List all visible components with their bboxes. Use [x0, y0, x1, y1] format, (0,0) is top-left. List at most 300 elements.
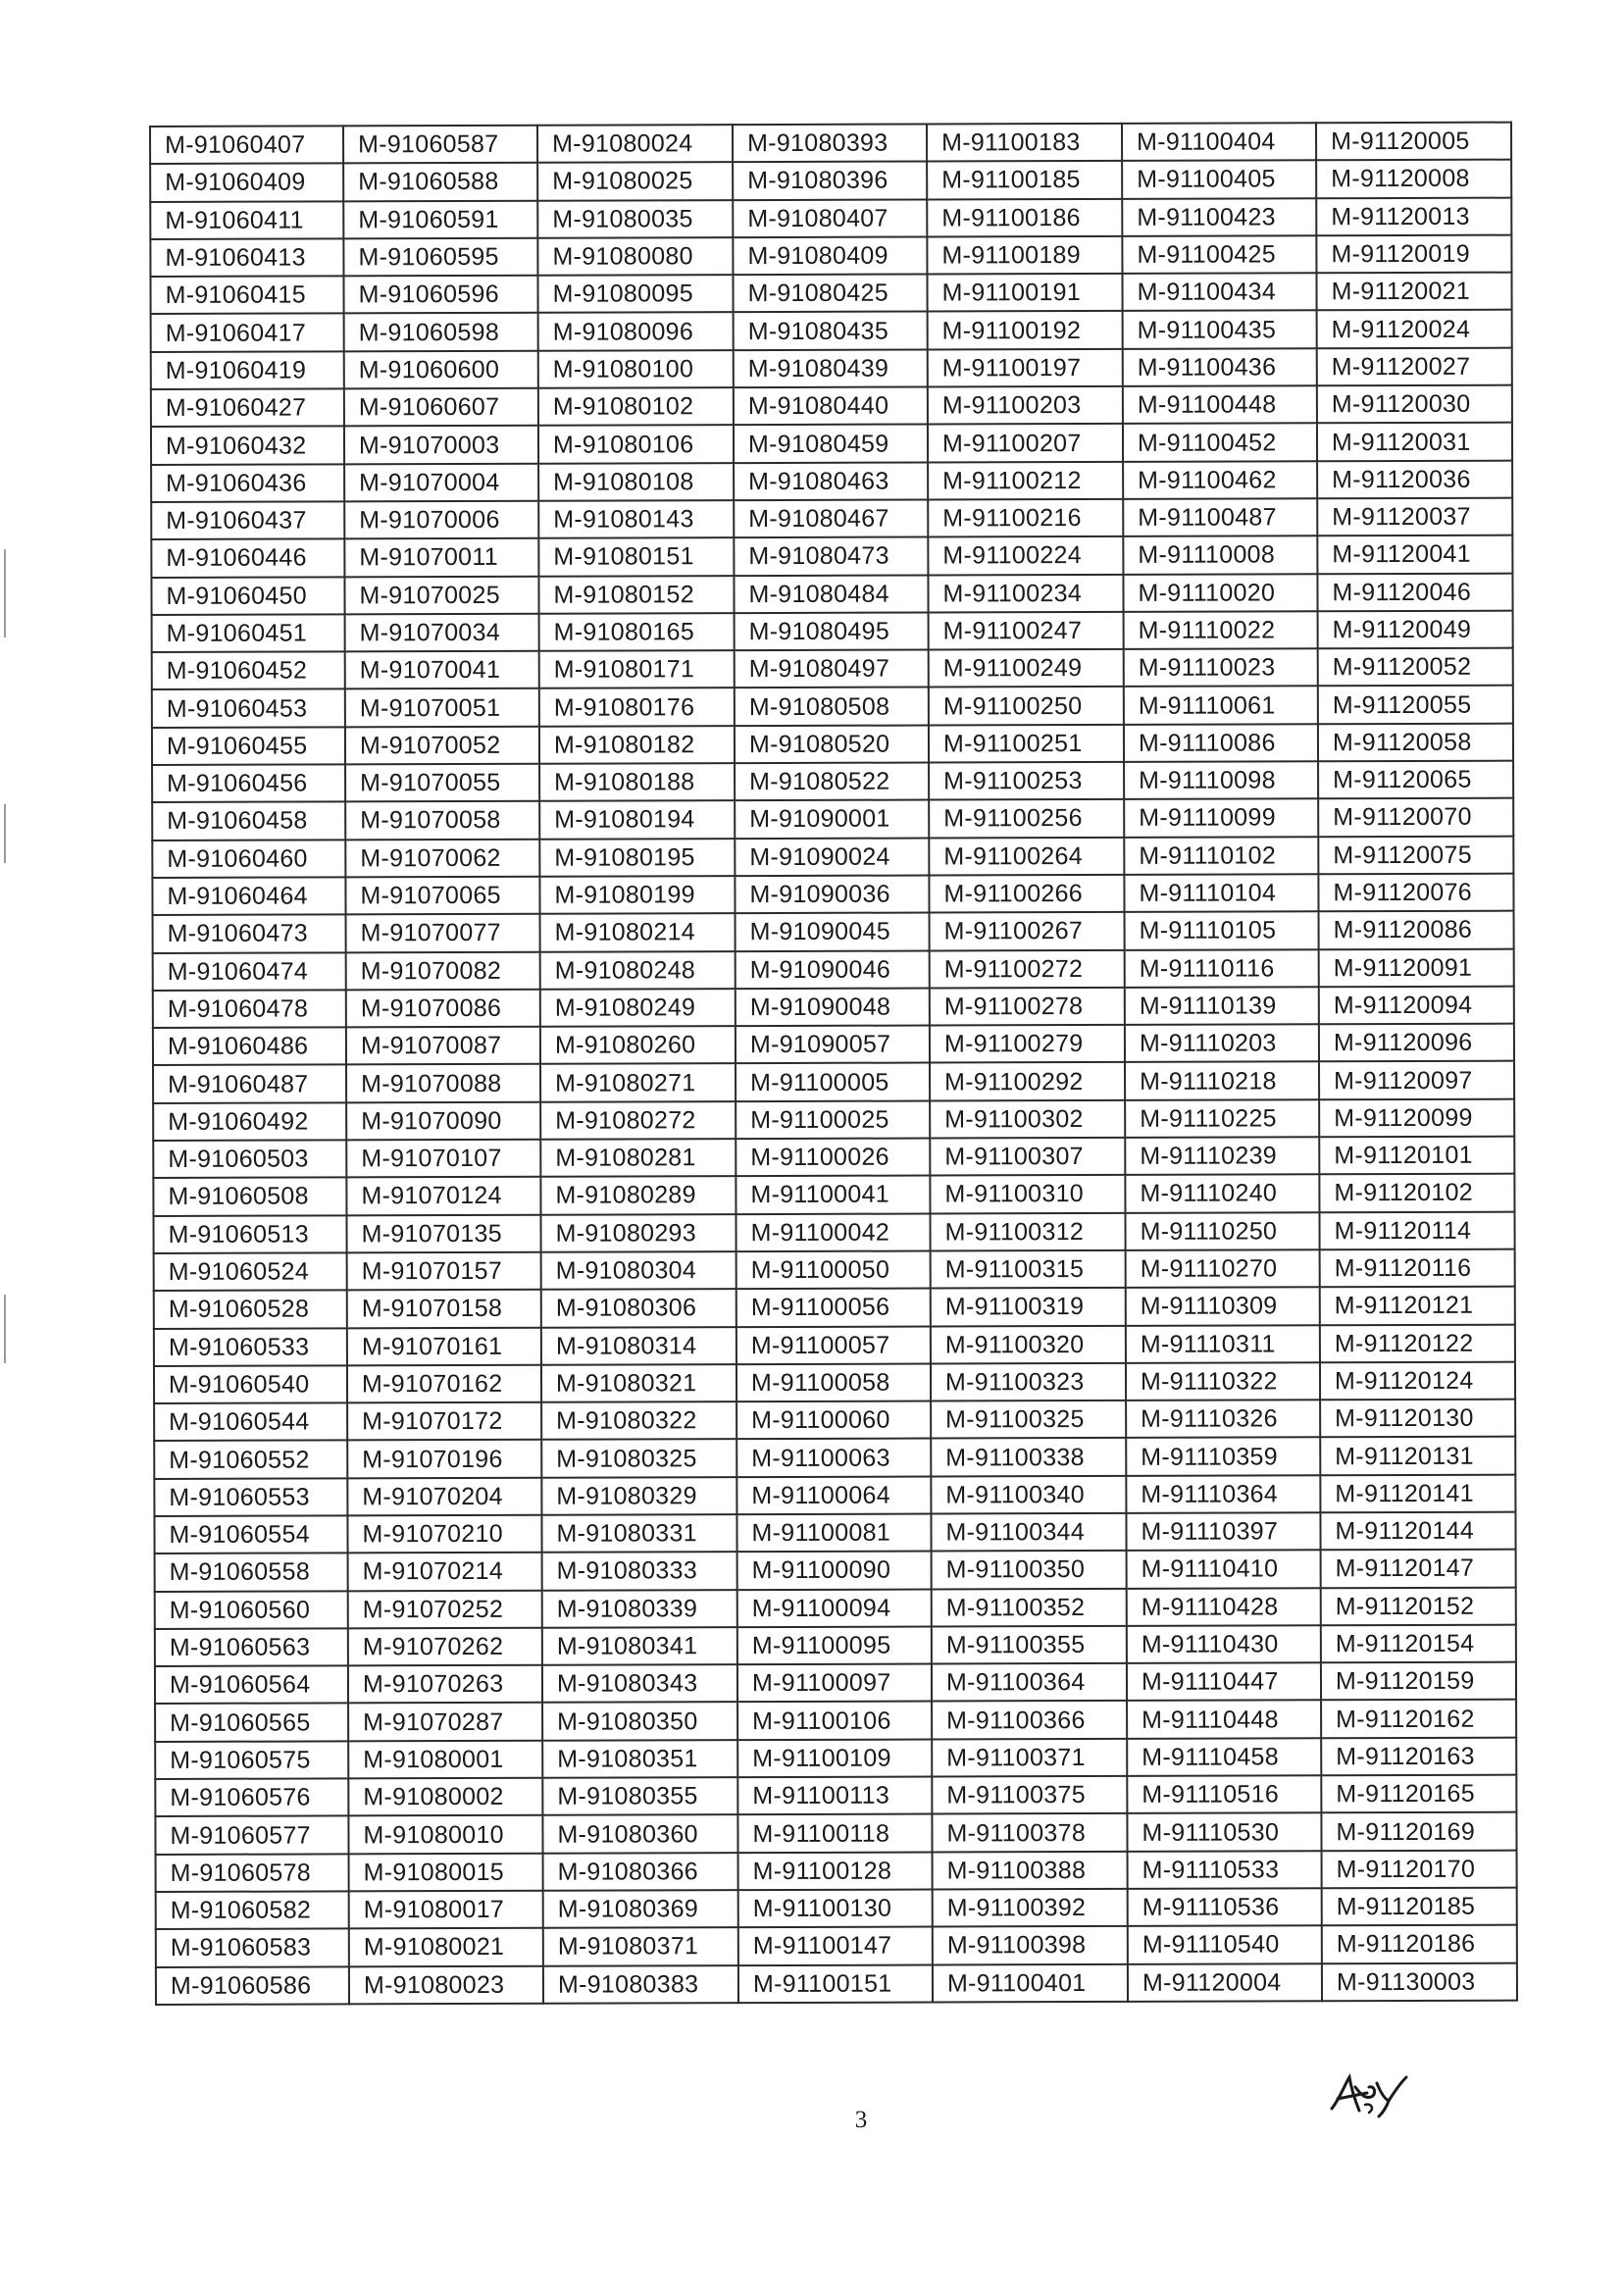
- table-cell: M-91100081: [736, 1513, 931, 1552]
- table-cell: M-91110428: [1127, 1588, 1321, 1626]
- table-cell: M-91100366: [932, 1701, 1127, 1739]
- table-cell: M-91080199: [539, 876, 735, 914]
- table-cell: M-91100272: [930, 949, 1125, 988]
- table-cell: M-91080508: [735, 688, 929, 726]
- table-cell: M-91100423: [1122, 198, 1316, 236]
- table-cell: M-91060595: [343, 238, 537, 277]
- table-cell: M-91080152: [538, 576, 734, 614]
- table-cell: M-91070263: [348, 1665, 542, 1704]
- table-cell: M-91070158: [347, 1290, 541, 1328]
- table-cell: M-91110533: [1128, 1851, 1322, 1889]
- table-cell: M-91080015: [349, 1853, 543, 1891]
- table-cell: M-91080182: [539, 726, 735, 764]
- table-cell: M-91110022: [1124, 611, 1318, 649]
- signature-initials-icon: [1326, 2069, 1416, 2122]
- table-row: [151, 573, 1512, 615]
- table-cell: M-91080171: [539, 650, 735, 688]
- table-cell: M-91070135: [346, 1214, 540, 1252]
- table-cell: M-91110458: [1127, 1738, 1321, 1776]
- table-row: [153, 1137, 1514, 1179]
- table-cell: M-91120116: [1320, 1249, 1515, 1288]
- table-cell: M-91060583: [156, 1929, 349, 1967]
- table-cell: M-91080195: [539, 839, 735, 877]
- table-row: [152, 798, 1513, 841]
- table-row: [151, 460, 1512, 502]
- table-cell: M-91060600: [344, 351, 538, 389]
- table-cell: M-91100094: [737, 1589, 932, 1627]
- table-cell: M-91080325: [541, 1440, 736, 1478]
- table-row: [155, 1625, 1516, 1667]
- table-cell: M-91080194: [539, 800, 735, 839]
- table-cell: M-91120186: [1322, 1925, 1517, 1963]
- table-row: [150, 235, 1511, 278]
- table-cell: M-91120021: [1316, 273, 1511, 311]
- table-cell: M-91100057: [736, 1326, 931, 1364]
- table-cell: M-91090045: [736, 913, 930, 951]
- table-row: [150, 273, 1511, 315]
- table-cell: M-91120024: [1317, 310, 1512, 348]
- table-cell: M-91080096: [538, 313, 734, 351]
- table-cell: M-91120075: [1318, 836, 1513, 874]
- table-cell: M-91070172: [347, 1402, 541, 1441]
- table-row: [153, 911, 1514, 953]
- table-cell: M-91100435: [1123, 311, 1317, 349]
- table-cell: M-91110099: [1124, 799, 1318, 838]
- table-cell: M-91080025: [537, 162, 733, 200]
- table-row: [154, 1400, 1515, 1442]
- table-cell: M-91080010: [348, 1815, 542, 1854]
- table-row: [155, 1550, 1516, 1592]
- table-cell: M-91100185: [927, 161, 1122, 199]
- table-cell: M-91100189: [927, 236, 1122, 275]
- table-cell: M-91120027: [1317, 347, 1512, 385]
- table-cell: M-91060487: [153, 1065, 346, 1103]
- table-cell: M-91100378: [932, 1813, 1127, 1852]
- table-cell: M-91080100: [538, 350, 734, 388]
- table-cell: M-91120076: [1318, 874, 1513, 912]
- table-cell: M-91080351: [542, 1740, 737, 1778]
- table-cell: M-91070051: [345, 688, 539, 727]
- table-cell: M-91080341: [542, 1627, 737, 1665]
- table-cell: M-91070287: [348, 1703, 542, 1741]
- table-cell: M-91110540: [1128, 1926, 1322, 1964]
- table-cell: M-91120019: [1316, 235, 1511, 274]
- table-cell: M-91060419: [151, 351, 344, 389]
- table-cell: M-91100278: [930, 988, 1125, 1026]
- table-cell: M-91070210: [347, 1515, 541, 1554]
- table-row: [150, 197, 1511, 239]
- table-cell: M-91080484: [734, 575, 928, 613]
- table-cell: M-91100312: [930, 1212, 1125, 1250]
- scan-edge-mark: [4, 1295, 6, 1363]
- table-cell: M-91060582: [156, 1891, 349, 1929]
- table-row: [151, 347, 1512, 389]
- table-cell: M-91120065: [1318, 761, 1513, 799]
- table-cell: M-91060513: [153, 1215, 346, 1253]
- table-cell: M-91100212: [928, 462, 1123, 500]
- table-cell: M-91070088: [346, 1064, 540, 1102]
- table-cell: M-91060427: [151, 388, 344, 427]
- table-cell: M-91100183: [927, 124, 1122, 162]
- table-cell: M-91060486: [153, 1027, 346, 1065]
- table-cell: M-91100279: [930, 1025, 1125, 1063]
- table-cell: M-91060492: [153, 1102, 346, 1141]
- table-cell: M-91110139: [1125, 987, 1319, 1025]
- table-cell: M-91080440: [734, 387, 928, 426]
- table-row: [153, 1024, 1514, 1066]
- table-cell: M-91120046: [1317, 573, 1512, 611]
- table-cell: M-91080102: [538, 387, 734, 426]
- table-cell: M-91120163: [1321, 1737, 1516, 1775]
- table-cell: M-91100448: [1123, 385, 1317, 424]
- table-cell: M-91080035: [537, 200, 733, 238]
- table-cell: M-91080095: [537, 275, 733, 313]
- table-cell: M-91070058: [345, 801, 539, 840]
- table-cell: M-91100151: [738, 1964, 933, 2003]
- table-cell: M-91100095: [737, 1626, 932, 1664]
- table-cell: M-91110322: [1126, 1362, 1320, 1401]
- table-cell: M-91080188: [539, 763, 735, 801]
- table-cell: M-91080435: [734, 312, 928, 350]
- table-cell: M-91110250: [1125, 1212, 1319, 1250]
- table-row: [154, 1287, 1515, 1329]
- table-cell: M-91110448: [1127, 1701, 1321, 1739]
- table-cell: M-91120031: [1317, 423, 1512, 461]
- table-row: [153, 986, 1514, 1028]
- table-cell: M-91100106: [737, 1702, 932, 1740]
- table-row: [156, 1850, 1517, 1892]
- table-row: [155, 1700, 1516, 1742]
- table-cell: M-91110364: [1126, 1475, 1320, 1513]
- table-row: [154, 1361, 1515, 1403]
- table-cell: M-91060524: [154, 1252, 347, 1291]
- table-cell: M-91120121: [1320, 1287, 1515, 1325]
- table-cell: M-91110410: [1127, 1551, 1321, 1589]
- registration-number-table-wrapper: [149, 122, 1516, 2075]
- table-cell: M-91110397: [1126, 1512, 1320, 1551]
- table-cell: M-91080497: [735, 650, 929, 688]
- table-cell: M-91080001: [348, 1741, 542, 1779]
- table-cell: M-91120152: [1321, 1587, 1516, 1625]
- table-cell: M-91110309: [1126, 1287, 1320, 1325]
- table-cell: M-91060464: [152, 877, 345, 915]
- table-cell: M-91100264: [929, 838, 1124, 876]
- table-cell: M-91100005: [736, 1063, 930, 1101]
- table-cell: M-91120094: [1319, 986, 1514, 1024]
- table-cell: M-91100267: [930, 912, 1125, 950]
- table-row: [156, 1888, 1517, 1930]
- table-cell: M-91110104: [1124, 874, 1318, 912]
- table-cell: M-91120099: [1319, 1098, 1514, 1137]
- table-cell: M-91060544: [154, 1402, 347, 1441]
- table-cell: M-91060564: [155, 1666, 348, 1705]
- table-cell: M-91100060: [736, 1401, 931, 1440]
- table-cell: M-91070025: [344, 576, 538, 614]
- table-cell: M-91080467: [734, 499, 928, 537]
- table-row: [151, 385, 1512, 428]
- table-cell: M-91100388: [933, 1852, 1128, 1890]
- table-cell: M-91100266: [929, 875, 1124, 913]
- table-cell: M-91080425: [733, 275, 927, 313]
- table-cell: M-91090001: [735, 800, 929, 839]
- table-cell: M-91100064: [736, 1476, 931, 1514]
- table-row: [153, 1098, 1514, 1141]
- table-cell: M-91070107: [346, 1140, 540, 1178]
- table-cell: M-91100118: [737, 1814, 932, 1853]
- table-cell: M-91060560: [155, 1591, 348, 1629]
- table-cell: M-91060446: [151, 539, 344, 578]
- table-cell: M-91080322: [541, 1401, 736, 1440]
- table-cell: M-91110239: [1125, 1137, 1319, 1175]
- registration-number-table: [149, 122, 1518, 2006]
- table-cell: M-91080214: [540, 913, 736, 951]
- table-cell: M-91100325: [931, 1401, 1126, 1439]
- table-cell: M-91100340: [931, 1476, 1126, 1514]
- table-row: [154, 1249, 1515, 1292]
- table-cell: M-91100203: [928, 386, 1123, 425]
- table-cell: M-91100256: [929, 799, 1124, 838]
- table-cell: M-91110225: [1125, 1099, 1319, 1138]
- table-cell: M-91070214: [348, 1553, 542, 1591]
- table-cell: M-91060460: [152, 840, 345, 878]
- table-cell: M-91100401: [933, 1963, 1128, 2002]
- table-cell: M-91070087: [346, 1027, 540, 1065]
- table-cell: M-91100434: [1122, 273, 1316, 311]
- table-cell: M-91100404: [1122, 123, 1316, 161]
- table-cell: M-91080439: [734, 349, 928, 387]
- table-cell: M-91100462: [1123, 461, 1317, 499]
- table-cell: M-91080343: [542, 1664, 737, 1703]
- table-cell: M-91080369: [543, 1890, 738, 1928]
- table-cell: M-91120169: [1321, 1812, 1516, 1851]
- table-cell: M-91080281: [540, 1139, 736, 1177]
- table-cell: M-91100113: [737, 1777, 932, 1815]
- table-cell: M-91080473: [734, 537, 928, 576]
- table-cell: M-91060413: [150, 238, 343, 277]
- table-cell: M-91100109: [737, 1739, 932, 1777]
- table-cell: M-91120030: [1317, 385, 1512, 424]
- table-cell: M-91080314: [541, 1327, 736, 1365]
- table-cell: M-91130003: [1322, 1962, 1517, 2001]
- table-cell: M-91120130: [1320, 1400, 1515, 1438]
- table-cell: M-91060451: [152, 614, 345, 652]
- table-cell: M-91100307: [930, 1138, 1125, 1176]
- table-cell: M-91100191: [927, 274, 1122, 312]
- table-cell: M-91080106: [538, 426, 734, 464]
- scan-edge-mark: [4, 804, 6, 863]
- table-row: [150, 160, 1511, 202]
- table-row: [156, 1962, 1517, 2005]
- table-cell: M-91070052: [345, 727, 539, 765]
- table-cell: M-91080331: [541, 1514, 736, 1553]
- table-cell: M-91100338: [931, 1438, 1126, 1476]
- table-cell: M-91080151: [538, 537, 734, 576]
- table-cell: M-91120041: [1317, 535, 1512, 574]
- table-cell: M-91080176: [539, 688, 735, 727]
- table-cell: M-91090048: [736, 988, 930, 1026]
- table-row: [152, 761, 1513, 803]
- table-row: [154, 1474, 1515, 1516]
- table-cell: M-91120008: [1316, 160, 1511, 198]
- table-cell: M-91100249: [929, 649, 1124, 688]
- table-cell: M-91060528: [154, 1291, 347, 1329]
- table-cell: M-91120154: [1321, 1625, 1516, 1663]
- table-row: [155, 1587, 1516, 1629]
- table-cell: M-91100234: [928, 574, 1123, 612]
- table-row: [155, 1775, 1516, 1817]
- table-cell: M-91060552: [154, 1441, 347, 1479]
- table-cell: M-91100097: [737, 1664, 932, 1703]
- table-cell: M-91110359: [1126, 1438, 1320, 1476]
- table-cell: M-91100026: [736, 1139, 930, 1177]
- table-cell: M-91070124: [346, 1177, 540, 1215]
- table-cell: M-91060577: [155, 1816, 348, 1855]
- table-cell: M-91070157: [347, 1252, 541, 1291]
- table-cell: M-91100292: [930, 1062, 1125, 1100]
- table-cell: M-91080339: [542, 1590, 737, 1628]
- table-row: [151, 535, 1512, 578]
- table-cell: M-91110516: [1127, 1775, 1321, 1813]
- table-cell: M-91060407: [150, 126, 343, 164]
- table-cell: M-91070077: [346, 914, 540, 952]
- table-cell: M-91080306: [541, 1289, 736, 1327]
- table-cell: M-91120101: [1319, 1137, 1514, 1175]
- table-cell: M-91120144: [1320, 1512, 1515, 1551]
- table-cell: M-91060473: [153, 915, 346, 953]
- table-cell: M-91060478: [153, 990, 346, 1028]
- table-cell: M-91060598: [344, 313, 538, 351]
- table-cell: M-91080333: [542, 1552, 737, 1590]
- table-cell: M-91100224: [928, 536, 1123, 575]
- table-cell: M-91100063: [736, 1439, 931, 1477]
- table-cell: M-91060508: [153, 1178, 346, 1216]
- table-cell: M-91100436: [1123, 348, 1317, 386]
- table-row: [151, 498, 1512, 540]
- table-cell: M-91080108: [538, 463, 734, 501]
- table-cell: M-91090057: [736, 1026, 930, 1064]
- table-cell: M-91060553: [154, 1478, 347, 1516]
- table-cell: M-91060565: [155, 1704, 348, 1742]
- table-cell: M-91080249: [540, 989, 736, 1027]
- table-cell: M-91060540: [154, 1365, 347, 1403]
- table-cell: M-91060458: [152, 802, 345, 841]
- table-cell: M-91120091: [1319, 948, 1514, 987]
- table-cell: M-91070086: [346, 990, 540, 1028]
- table-cell: M-91100251: [929, 725, 1124, 763]
- table-cell: M-91100090: [737, 1552, 932, 1590]
- table-row: [153, 1061, 1514, 1103]
- table-cell: M-91080366: [543, 1853, 738, 1891]
- table-cell: M-91080272: [540, 1101, 736, 1140]
- table-cell: M-91110086: [1124, 724, 1318, 762]
- table-cell: M-91080459: [734, 425, 928, 463]
- table-cell: M-91070034: [345, 614, 539, 652]
- table-cell: M-91070004: [344, 463, 538, 501]
- table-row: [156, 1925, 1517, 1967]
- table-cell: M-91110102: [1124, 837, 1318, 875]
- table-cell: M-91080396: [733, 162, 927, 200]
- table-cell: M-91100371: [932, 1739, 1127, 1777]
- table-cell: M-91060409: [150, 164, 343, 202]
- table-cell: M-91070062: [345, 839, 539, 877]
- table-cell: M-91120159: [1321, 1662, 1516, 1701]
- table-cell: M-91110218: [1125, 1062, 1319, 1100]
- table-row: [152, 610, 1513, 652]
- page-number: 3: [854, 2107, 868, 2133]
- table-cell: M-91060453: [152, 689, 345, 728]
- table-cell: M-91080271: [540, 1064, 736, 1102]
- table-cell: M-91100197: [928, 349, 1123, 387]
- table-cell: M-91110430: [1127, 1625, 1321, 1663]
- table-row: [152, 836, 1513, 878]
- table-cell: M-91100250: [929, 687, 1124, 725]
- table-cell: M-91120097: [1319, 1061, 1514, 1099]
- table-cell: M-91100130: [738, 1889, 933, 1927]
- table-cell: M-91060588: [343, 163, 537, 201]
- table-cell: M-91120165: [1321, 1775, 1516, 1813]
- table-cell: M-91070196: [347, 1440, 541, 1478]
- table-cell: M-91060558: [155, 1554, 348, 1592]
- table-row: [154, 1324, 1515, 1366]
- table-row: [153, 948, 1514, 991]
- table-cell: M-91100056: [736, 1289, 931, 1327]
- table-cell: M-91060415: [150, 277, 343, 315]
- table-cell: M-91090046: [736, 950, 930, 989]
- table-cell: M-91070162: [347, 1365, 541, 1403]
- table-row: [154, 1437, 1515, 1479]
- table-cell: M-91080021: [349, 1928, 543, 1966]
- table-cell: M-91060452: [152, 652, 345, 690]
- table-cell: M-91070055: [345, 764, 539, 802]
- table-cell: M-91080463: [734, 462, 928, 500]
- table-cell: M-91100247: [929, 612, 1124, 650]
- table-cell: M-91080520: [735, 725, 929, 763]
- table-cell: M-91060563: [155, 1628, 348, 1666]
- table-cell: M-91090024: [735, 838, 929, 876]
- table-cell: M-91100147: [738, 1927, 933, 1965]
- table-row: [150, 123, 1511, 165]
- table-cell: M-91080383: [543, 1965, 738, 2004]
- table-cell: M-91090036: [735, 875, 929, 913]
- table-cell: M-91100405: [1122, 161, 1316, 199]
- table-cell: M-91060455: [152, 727, 345, 765]
- table-row: [151, 423, 1512, 465]
- table-cell: M-91060586: [156, 1966, 349, 2005]
- table-cell: M-91100216: [928, 499, 1123, 537]
- table-cell: M-91110240: [1125, 1175, 1319, 1213]
- table-cell: M-91080304: [541, 1251, 736, 1290]
- table-cell: M-91120052: [1318, 648, 1513, 687]
- table-cell: M-91100315: [931, 1250, 1126, 1289]
- table-cell: M-91080017: [349, 1891, 543, 1929]
- table-cell: M-91080321: [541, 1364, 736, 1402]
- table-cell: M-91100192: [928, 311, 1123, 349]
- table-cell: M-91060456: [152, 764, 345, 802]
- table-cell: M-91120005: [1316, 123, 1511, 161]
- table-cell: M-91120141: [1320, 1474, 1515, 1512]
- table-cell: M-91120004: [1128, 1963, 1322, 2002]
- table-cell: M-91120058: [1318, 723, 1513, 761]
- table-cell: M-91080355: [542, 1777, 737, 1815]
- table-row: [152, 723, 1513, 765]
- table-cell: M-91080522: [735, 763, 929, 801]
- table-cell: M-91070041: [345, 651, 539, 689]
- table-cell: M-91070011: [344, 538, 538, 577]
- table-cell: M-91080002: [348, 1778, 542, 1816]
- table-cell: M-91110536: [1128, 1888, 1322, 1926]
- table-cell: M-91110311: [1126, 1325, 1320, 1363]
- table-cell: M-91100364: [932, 1663, 1127, 1702]
